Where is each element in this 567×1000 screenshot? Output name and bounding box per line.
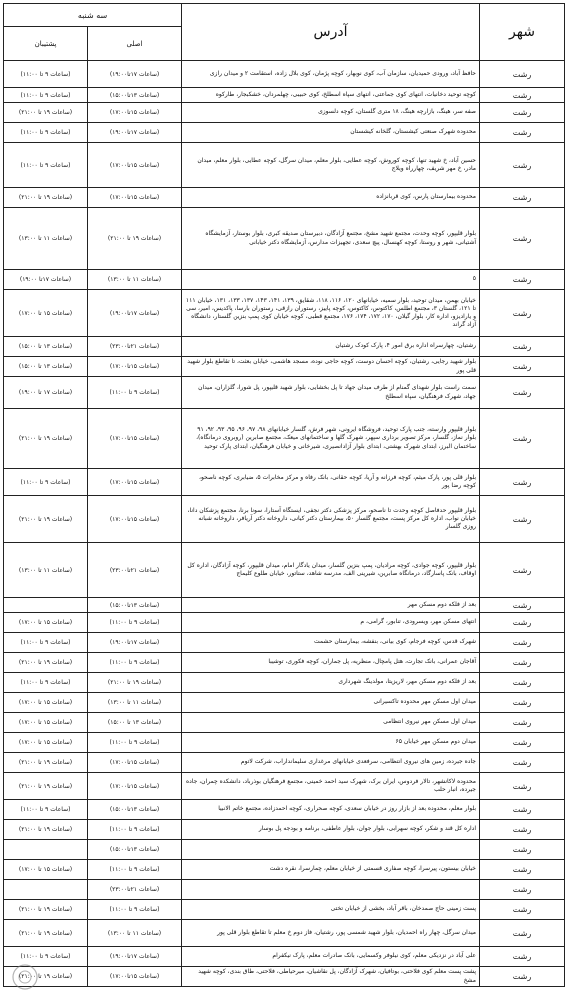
backup-time-cell: (ساعات ۱۹ تا ۲۱:۰۰) [4, 496, 88, 543]
city-cell: رشت [480, 290, 565, 337]
address-cell: حسین آباد، خ شهید تنها، کوچه کوروش، کوچه عطایی، بلوار معلم، میدان سرگل، کوچه عطایی، بلوار معلم، میدان مادر، خ مهر شریف، چهارراه ویلاج [182, 143, 480, 188]
address-cell: بلوار قلیپور، کوچه وحدت، مجتمع شهید مشخ، مجتمع آزادگان، دبیرستان صدیقه کبری، بلوار بوستار، آزمایشگاه آشتیانی، شهر و روستا، کوچه کهنسال، پیچ سعدی، تجهیزات مدارس، آزمایشگاه دکتر خیابانی [182, 208, 480, 270]
city-cell: رشت [480, 673, 565, 693]
main-time-cell: (ساعات ۱۵تا۱۷:۰۰) [88, 409, 182, 469]
address-cell: پشت پست معلم کوی فلاحتی، بوتافیان، شهرک آزادگان، پل نقاشیان، میرحیاطی، فلاحتی، طاق بندی، کوچه شهید مشخ [182, 967, 480, 987]
table-row [4, 920, 565, 947]
address-cell: بلوار قلیپور حدفاصل کوچه وحدت تا ناصحو، مرکز پزشکی دکتر نجفی، ایستگاه آستارا، سونا برنا، مجتمع پزشکان دانا، خیابان نواب، اداره کل مرکز پست، مجتمع گلسار ۵۰، بیمارستان دکتر کیانی، داروخانه دکتر آریافر، داروخانه شبانه روزی گلسار [182, 496, 480, 543]
city-cell: رشت [480, 820, 565, 840]
table-row [4, 208, 565, 270]
address-cell: انتهای مسکن مهر، ویسرودی، تنابور، گرامی، م [182, 613, 480, 633]
address-cell: رشتیان، چهارسراه اداره برق امور ۴، پارک کودک رشتیان [182, 337, 480, 357]
table-row [4, 543, 565, 598]
table-row [4, 598, 565, 613]
backup-time-cell: (ساعات ۱۹ تا ۲۱:۰۰) [4, 653, 88, 673]
backup-time-cell: (ساعات ۱۵ تا ۱۷:۰۰) [4, 860, 88, 880]
city-cell: رشت [480, 357, 565, 377]
backup-time-cell: (ساعات ۱۷ تا ۱۹:۰۰) [4, 377, 88, 409]
address-cell: بعد از فلکه دوم مسکن مهر، لاریزیتا، مولدینگ شهرداری [182, 673, 480, 693]
city-cell: رشت [480, 188, 565, 208]
main-time-cell: (ساعات ۱۱ تا ۱۳:۰۰) [88, 693, 182, 713]
address-cell: ٥ [182, 270, 480, 290]
main-time-cell: (ساعات ۱۵تا۱۷:۰۰) [88, 357, 182, 377]
main-time-cell: (ساعات ۱۷تا۱۹:۰۰) [88, 123, 182, 143]
city-cell: رشت [480, 598, 565, 613]
table-row [4, 880, 565, 900]
city-cell: رشت [480, 543, 565, 598]
address-cell: خیابان بهمن، میدان توحید، بلوار سمیه، خیابانهای ۱۲۰، ۱۱۶، ۱۱۸، شقایق، ۱۳۹، ۱۴۱، ۱۴۳، ۱۳۷، ۱۳۳، ۱۳۱، خیابان ۱۱۱ تا ۱۲۱، گلستان ۳، مجتمع اطلس، کاکتوس، کاکتوس، کوچه پاییز، رستوران رازقی، رستوران بارسا، پاکدیس، امیر، سی و یارادیزو، اداره کار، بلوار گیلان، ۱۷۰، ۱۷۲، ۱۷۴، ۱۷۶، مجتمع قطبی، کوچه خیابان کوی پمپ بنزین گلستار، دانشگاه آزاد گراند [182, 290, 480, 337]
backup-time-cell: (ساعات ۱۱ تا ۱۳:۰۰) [4, 543, 88, 598]
city-cell: رشت [480, 947, 565, 967]
table-row [4, 357, 565, 377]
city-cell: رشت [480, 88, 565, 103]
table-row [4, 900, 565, 920]
address-cell: جاده جیرده، زمین های نیروی انتظامی، سرفعدی خیابانهای مرغداری سلیمانداراب، شرکت لاتوم [182, 753, 480, 773]
address-cell: بلوار قلی پور، پارک میثم، کوچه فرزانه و آریا، کوچه حقانی، بانک رفاه و مرکز مخابرات ۵، ضیابری، کوچه ناصحو، کوچه رضا پور [182, 469, 480, 496]
backup-time-cell: (ساعات ۱۹ تا ۲۱:۰۰) [4, 409, 88, 469]
backup-time-cell: (ساعات ۱۹ تا ۲۱:۰۰) [4, 967, 88, 987]
table-row [4, 290, 565, 337]
city-cell: رشت [480, 967, 565, 987]
city-cell: رشت [480, 800, 565, 820]
address-cell: میدان اول مسکن مهر محدوده تاکسیرانی [182, 693, 480, 713]
city-cell: رشت [480, 469, 565, 496]
backup-time-cell: (ساعات ۱۵ تا ۱۷:۰۰) [4, 290, 88, 337]
main-time-cell: (ساعات ۱۷تا۱۹:۰۰) [88, 633, 182, 653]
city-cell: رشت [480, 653, 565, 673]
address-cell: شهرک قدس، کوچه فرجام، کوی بیانی، بنفشه، بیمارستان حشمت [182, 633, 480, 653]
address-cell: محدوده لاکانشهر، تالار فردوس، ایران برک، شهرک سید احمد خمینی، مجتمع فرهنگیان بوذرباد، دانشکده چمران، جاده جیرده، انبار حلب [182, 773, 480, 800]
backup-time-cell: (ساعات ۱۹ تا ۲۱:۰۰) [4, 820, 88, 840]
backup-time-cell: (ساعات ۱۹ تا ۲۱:۰۰) [4, 773, 88, 800]
address-cell: بلوار شهید رجایی، رشتیان، کوچه احسان دوست، کوچه حاجی نوده، مسجد هاشمی، خیابان بعثت، تا تقاطع بلوار شهید قلی پور [182, 357, 480, 377]
main-time-cell: (ساعات ۱۱ تا ۱۳:۰۰) [88, 270, 182, 290]
table-row [4, 840, 565, 860]
city-cell: رشت [480, 123, 565, 143]
table-row [4, 377, 565, 409]
backup-time-cell: (ساعات ۹ تا ۱۱:۰۰) [4, 123, 88, 143]
backup-time-cell: (ساعات ۱۹ تا ۲۱:۰۰) [4, 900, 88, 920]
backup-time-cell: (ساعات ۹ تا ۱۱:۰۰) [4, 61, 88, 88]
city-cell: رشت [480, 61, 565, 88]
address-cell: بعد از فلکه دوم مسکن مهر [182, 598, 480, 613]
city-cell: رشت [480, 633, 565, 653]
table-row [4, 613, 565, 633]
table-row [4, 409, 565, 469]
backup-time-cell [4, 880, 88, 900]
main-time-cell: (ساعات ۹ تا ۱۱:۰۰) [88, 377, 182, 409]
address-cell: علی آباد در نزدیکی معلم، کوی نیلوفر وکسمایی، بانک صادرات معلم، پارک نیکفرام [182, 947, 480, 967]
address-cell: حافظ آباد، ورودی حمیدیان، سازمان آب، کوی نوبهار، کوچه پژمان، کوی بلال زاده، استقامت ۲ و میدان رازی [182, 61, 480, 88]
main-time-cell: (ساعات ۹ تا ۱۱:۰۰) [88, 860, 182, 880]
table-row [4, 673, 565, 693]
backup-time-cell: (ساعات ۱۵ تا ۱۷:۰۰) [4, 613, 88, 633]
address-cell: پست زمینی حاج صمدخان، باقر آباد، بخشی از خیابان تختی [182, 900, 480, 920]
main-time-cell: (ساعات ۱۵تا۱۷:۰۰) [88, 773, 182, 800]
table-row [4, 496, 565, 543]
city-cell: رشت [480, 409, 565, 469]
main-time-cell: (ساعات ۱۵تا۱۷:۰۰) [88, 103, 182, 123]
city-cell: رشت [480, 208, 565, 270]
table-body [4, 61, 565, 987]
backup-time-cell [4, 840, 88, 860]
main-time-cell: (ساعات ۱۷تا۱۹:۰۰) [88, 947, 182, 967]
backup-column-header: پشتیبان [4, 27, 88, 61]
table-row [4, 733, 565, 753]
main-time-cell: (ساعات ۲۱تا۲۳:۰۰) [88, 880, 182, 900]
main-time-cell: (ساعات ۲۱تا۲۳:۰۰) [88, 543, 182, 598]
table-row [4, 947, 565, 967]
main-time-cell: (ساعات ۹ تا ۱۱:۰۰) [88, 733, 182, 753]
main-time-cell: (ساعات ۱۳تا۱۵:۰۰) [88, 840, 182, 860]
main-time-cell: (ساعات ۱۳ تا ۱۵:۰۰) [88, 713, 182, 733]
day-column-header: سه شنبه [4, 4, 182, 27]
backup-time-cell: (ساعات ۱۷تا ۱۹:۰۰) [4, 270, 88, 290]
main-time-cell: (ساعات ۱۷تا۱۹:۰۰) [88, 290, 182, 337]
table-row [4, 773, 565, 800]
city-cell: رشت [480, 860, 565, 880]
main-time-cell: (ساعات ۹ تا ۱۱:۰۰) [88, 613, 182, 633]
table-row [4, 337, 565, 357]
address-cell: کوچه توحید دخانیات، انتهای کوی جماعتی، انتهای سپاه اسطلخ، کوی حبیبی، چهلمردان، خشکبجار، طارکوه [182, 88, 480, 103]
address-cell: بلوار قلیپور وارسته، جنب پارک توحید، فروشگاه ایرونی، شهر فرش، گلسار خیابانهای ۹۸، ۹۷، ۹۶، ۹۵، ۹۳، ۹۲، ۹۱ بلوار نماز، گلسار، مرکز تصویر برداری سپهر، شهرک گلها و ساختمانهای میعک، مجتمع صابرین (روبروی درمانگاه)، ساختمان البرز، ابتدای شهرک بهشتی، ابتدای بلوار آزادانصیری، شیرخانی و خیابان فرهنگیان، ابتدای پارک توحید [182, 409, 480, 469]
table-row [4, 653, 565, 673]
main-time-cell: (ساعات ۱۵تا۱۷:۰۰) [88, 143, 182, 188]
backup-time-cell: (ساعات ۱۹ تا ۲۱:۰۰) [4, 103, 88, 123]
main-time-cell: (ساعات ۱۳تا۱۵:۰۰) [88, 88, 182, 103]
main-time-cell: (ساعات ۱۵تا۱۷:۰۰) [88, 753, 182, 773]
table-row [4, 103, 565, 123]
city-cell: رشت [480, 840, 565, 860]
table-row [4, 270, 565, 290]
outage-schedule-table [3, 3, 565, 987]
main-time-cell: (ساعات ۹ تا ۱۱:۰۰) [88, 900, 182, 920]
city-cell: رشت [480, 880, 565, 900]
address-column-header: آدرس [182, 4, 480, 61]
city-cell: رشت [480, 920, 565, 947]
backup-time-cell: (ساعات ۱۵ تا ۱۷:۰۰) [4, 693, 88, 713]
table-row [4, 860, 565, 880]
backup-time-cell [4, 598, 88, 613]
backup-time-cell: (ساعات ۹ تا ۱۱:۰۰) [4, 947, 88, 967]
backup-time-cell: (ساعات ۱۹ تا ۲۱:۰۰) [4, 920, 88, 947]
table-row [4, 753, 565, 773]
city-cell: رشت [480, 496, 565, 543]
backup-time-cell: (ساعات ۱۹ تا ۲۱:۰۰) [4, 188, 88, 208]
main-time-cell: (ساعات ۱۵تا۱۷:۰۰) [88, 496, 182, 543]
backup-time-cell: (ساعات ۱۵ تا ۱۷:۰۰) [4, 733, 88, 753]
backup-time-cell: (ساعات ۱۳ تا ۱۵:۰۰) [4, 337, 88, 357]
table-header [4, 4, 565, 61]
table-row [4, 633, 565, 653]
main-time-cell: (ساعات ۱۳تا۱۵:۰۰) [88, 800, 182, 820]
address-cell: اداره کل قند و شکر، کوچه سهرابی، بلوار جوان، بلوار عاطفی، برنامه و بودجه پل بوسار [182, 820, 480, 840]
backup-time-cell: (ساعات ۹ تا ۱۱:۰۰) [4, 633, 88, 653]
watermark-logo-icon [10, 962, 40, 992]
table-row [4, 143, 565, 188]
table-row [4, 61, 565, 88]
address-cell: آقاجان عمرانی، بانک تجارت، هتل پامچال، منظریه، پل جماران، کوچه فکوری، توشیبا [182, 653, 480, 673]
address-cell: محدوده شهرک صنعتی کیشستان، گلخانه کیشستان [182, 123, 480, 143]
main-time-cell: (ساعات ۱۹ تا ۲۱:۰۰) [88, 208, 182, 270]
backup-time-cell: (ساعات ۱۹ تا ۲۱:۰۰) [4, 753, 88, 773]
address-cell: میدان اول مسکن مهر نیروی انتظامی [182, 713, 480, 733]
table-row [4, 800, 565, 820]
main-time-cell: (ساعات ۲۱تا۲۳:۰۰) [88, 337, 182, 357]
city-cell: رشت [480, 613, 565, 633]
backup-time-cell: (ساعات ۱۵ تا ۱۷:۰۰) [4, 713, 88, 733]
backup-time-cell: (ساعات ۱۱ تا ۱۳:۰۰) [4, 208, 88, 270]
address-cell: میدان سرگل، چهار راه احمدیان، بلوار شهید شمسی پور، رشتیان، فاز دوم خ معلم تا تقاطع بلوار قلی پور [182, 920, 480, 947]
address-cell: میدان دوم مسکن مهر خیابان ۶۵ [182, 733, 480, 753]
main-time-cell: (ساعات ۹ تا ۱۱:۰۰) [88, 653, 182, 673]
city-cell: رشت [480, 713, 565, 733]
address-cell: محدوده بیمارستان پارس، کوی قربانزاده [182, 188, 480, 208]
table-row [4, 88, 565, 103]
table-row [4, 820, 565, 840]
address-cell [182, 840, 480, 860]
city-cell: رشت [480, 693, 565, 713]
main-time-cell: (ساعات ۹ تا ۱۱:۰۰) [88, 820, 182, 840]
city-cell: رشت [480, 270, 565, 290]
city-cell: رشت [480, 143, 565, 188]
main-time-cell: (ساعات ۱۳تا۱۵:۰۰) [88, 598, 182, 613]
city-cell: رشت [480, 753, 565, 773]
backup-time-cell: (ساعات ۱۳ تا ۱۵:۰۰) [4, 357, 88, 377]
main-time-cell: (ساعات ۱۷تا۱۹:۰۰) [88, 61, 182, 88]
main-time-cell: (ساعات ۱۱ تا ۱۳:۰۰) [88, 920, 182, 947]
address-cell: سمت راست بلوار شهدای گمنام از طرف میدان جهاد تا پل بخشایی، بلوار شهید قلیپور، پل شورا، گلزاران، میدان جهاد، شهرک فرهنگیان، سپاه اسطلخ [182, 377, 480, 409]
city-cell: رشت [480, 103, 565, 123]
table-row [4, 469, 565, 496]
city-cell: رشت [480, 337, 565, 357]
city-cell: رشت [480, 900, 565, 920]
table-row [4, 693, 565, 713]
table-row [4, 967, 565, 987]
city-cell: رشت [480, 377, 565, 409]
city-column-header: شهر [480, 4, 565, 61]
backup-time-cell: (ساعات ۹ تا ۱۱:۰۰) [4, 800, 88, 820]
backup-time-cell: (ساعات ۹ تا ۱۱:۰۰) [4, 88, 88, 103]
address-cell: صفه سر، هینگ، بازارچه هینگ، ۱۸ متری گلستان، کوچه دلسوزی [182, 103, 480, 123]
main-time-cell: (ساعات ۱۵تا۱۷:۰۰) [88, 967, 182, 987]
backup-time-cell: (ساعات ۹ تا ۱۱:۰۰) [4, 469, 88, 496]
main-time-cell: (ساعات ۱۹ تا ۲۱:۰۰) [88, 673, 182, 693]
backup-time-cell: (ساعات ۹ تا ۱۱:۰۰) [4, 143, 88, 188]
city-cell: رشت [480, 773, 565, 800]
main-column-header: اصلی [88, 27, 182, 61]
main-time-cell: (ساعات ۱۵تا۱۷:۰۰) [88, 188, 182, 208]
table-row [4, 188, 565, 208]
address-cell: خیابان بیستون، پیرسرا، کوچه صفاری قسمتی از خیابان معلم، چمارسرا، نقره دشت [182, 860, 480, 880]
main-time-cell: (ساعات ۱۵تا۱۷:۰۰) [88, 469, 182, 496]
backup-time-cell: (ساعات ۹ تا ۱۱:۰۰) [4, 673, 88, 693]
table-row [4, 123, 565, 143]
address-cell: بلوار قلیپور، کوچه جوادی، کوچه مرادیان، پمپ بنزین گلسار، میدان یادگار امام، میدان قلیپور، کوچه آزادگان، اداره کل اوقاف، بانک پاسارگاد، درمانگاه صابرین، شیرینی الف، مدرسه شاهد، ستاتور، خیابان طلوع کلیماج [182, 543, 480, 598]
table-row [4, 713, 565, 733]
address-cell: بلوار معلم، محدوده بعد از بازار روز در خیابان سعدی، کوچه صحراری، کوچه احمدزاده، مجتمع خاتم الانبیا [182, 800, 480, 820]
address-cell [182, 880, 480, 900]
city-cell: رشت [480, 733, 565, 753]
